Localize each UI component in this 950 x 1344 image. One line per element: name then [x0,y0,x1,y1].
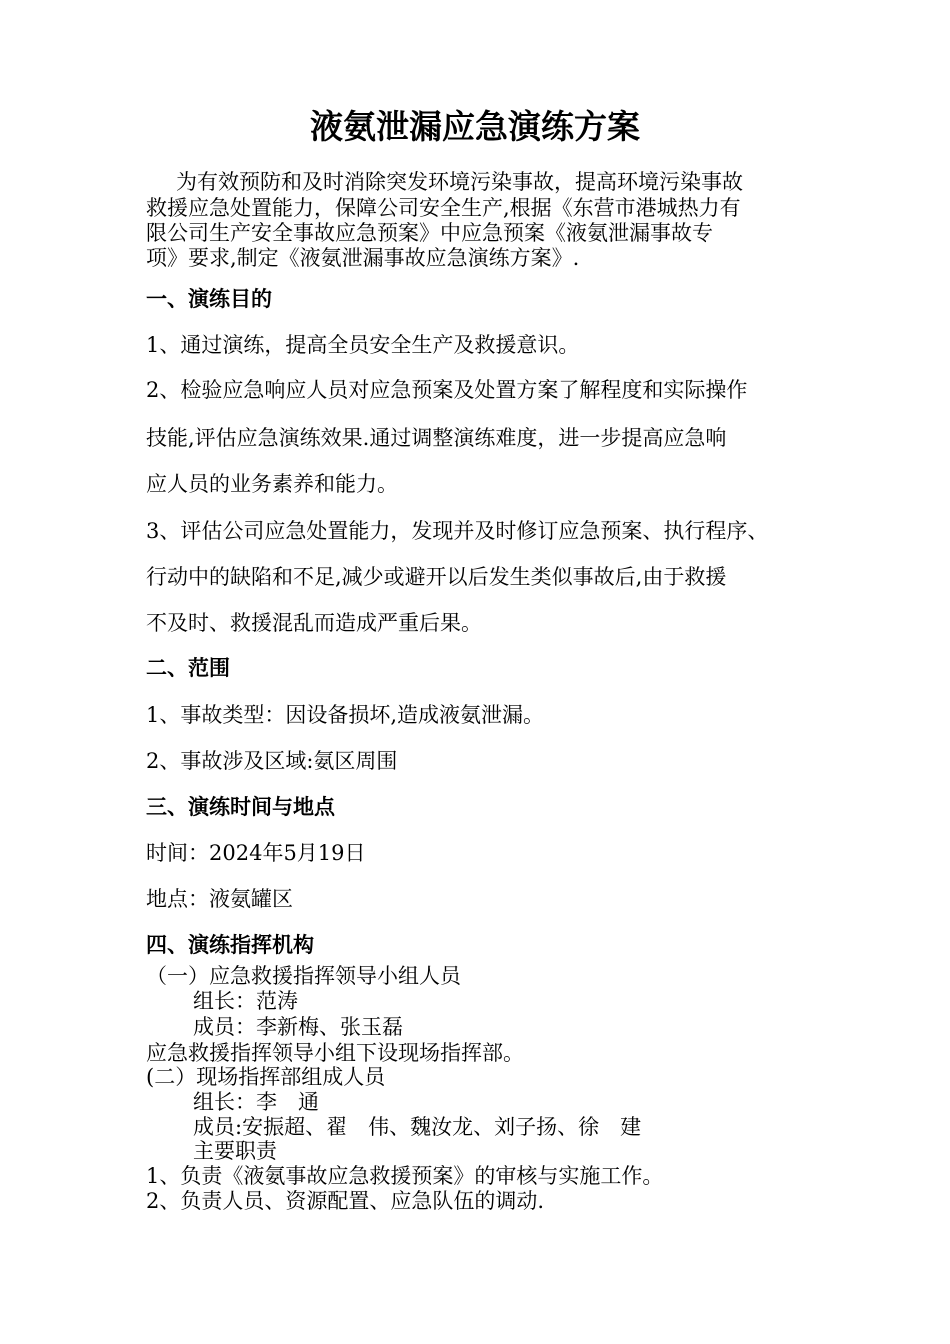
purpose-line-3: 技能,评估应急演练效果.通过调整演练难度，进一步提高应急响 [146,426,727,450]
command-line-5: (二）现场指挥部组成人员 [146,1065,386,1089]
purpose-line-5: 3、评估公司应急处置能力，发现并及时修订应急预案、执行程序、 [146,519,769,543]
section-heading-purpose: 一、演练目的 [146,287,272,311]
intro-line-4: 项》要求,制定《液氨泄漏事故应急演练方案》. [146,246,580,270]
section-heading-command: 四、演练指挥机构 [146,933,314,957]
command-line-9: 1、负责《液氨事故应急救援预案》的审核与实施工作。 [146,1164,664,1188]
purpose-line-2: 2、检验应急响应人员对应急预案及处置方案了解程度和实际操作 [146,378,748,402]
intro-line-1: 为有效预防和及时消除突发环境污染事故，提高环境污染事故 [176,170,743,194]
command-line-10: 2、负责人员、资源配置、应急队伍的调动. [146,1189,545,1213]
command-line-3: 成员：李新梅、张玉磊 [193,1015,403,1039]
purpose-line-7: 不及时、救援混乱而造成严重后果。 [146,611,482,635]
scope-line-1: 1、事故类型：因设备损坏,造成液氨泄漏。 [146,703,545,727]
document-title: 液氨泄漏应急演练方案 [310,107,640,146]
purpose-line-4: 应人员的业务素养和能力。 [146,472,398,496]
section-heading-time-place: 三、演练时间与地点 [146,795,335,819]
section-heading-scope: 二、范围 [146,656,230,680]
command-line-7: 成员:安振超、翟 伟、魏汝龙、刘子扬、徐 建 [193,1115,642,1139]
scope-line-2: 2、事故涉及区域:氨区周围 [146,749,398,773]
time-line: 时间：2024年5月19日 [146,841,366,865]
purpose-line-6: 行动中的缺陷和不足,减少或避开以后发生类似事故后,由于救援 [146,565,727,589]
place-line: 地点：液氨罐区 [146,887,293,911]
intro-line-2: 救援应急处置能力，保障公司安全生产,根据《东营市港城热力有 [146,196,741,220]
command-line-1: （一）应急救援指挥领导小组人员 [146,964,461,988]
command-line-2: 组长：范涛 [193,989,298,1013]
command-line-4: 应急救援指挥领导小组下设现场指挥部。 [146,1041,524,1065]
purpose-line-1: 1、通过演练，提高全员安全生产及救援意识。 [146,333,580,357]
command-line-8: 主要职责 [193,1139,277,1163]
command-line-6: 组长：李 通 [193,1090,319,1114]
intro-line-3: 限公司生产安全事故应急预案》中应急预案《液氨泄漏事故专 [146,221,713,245]
